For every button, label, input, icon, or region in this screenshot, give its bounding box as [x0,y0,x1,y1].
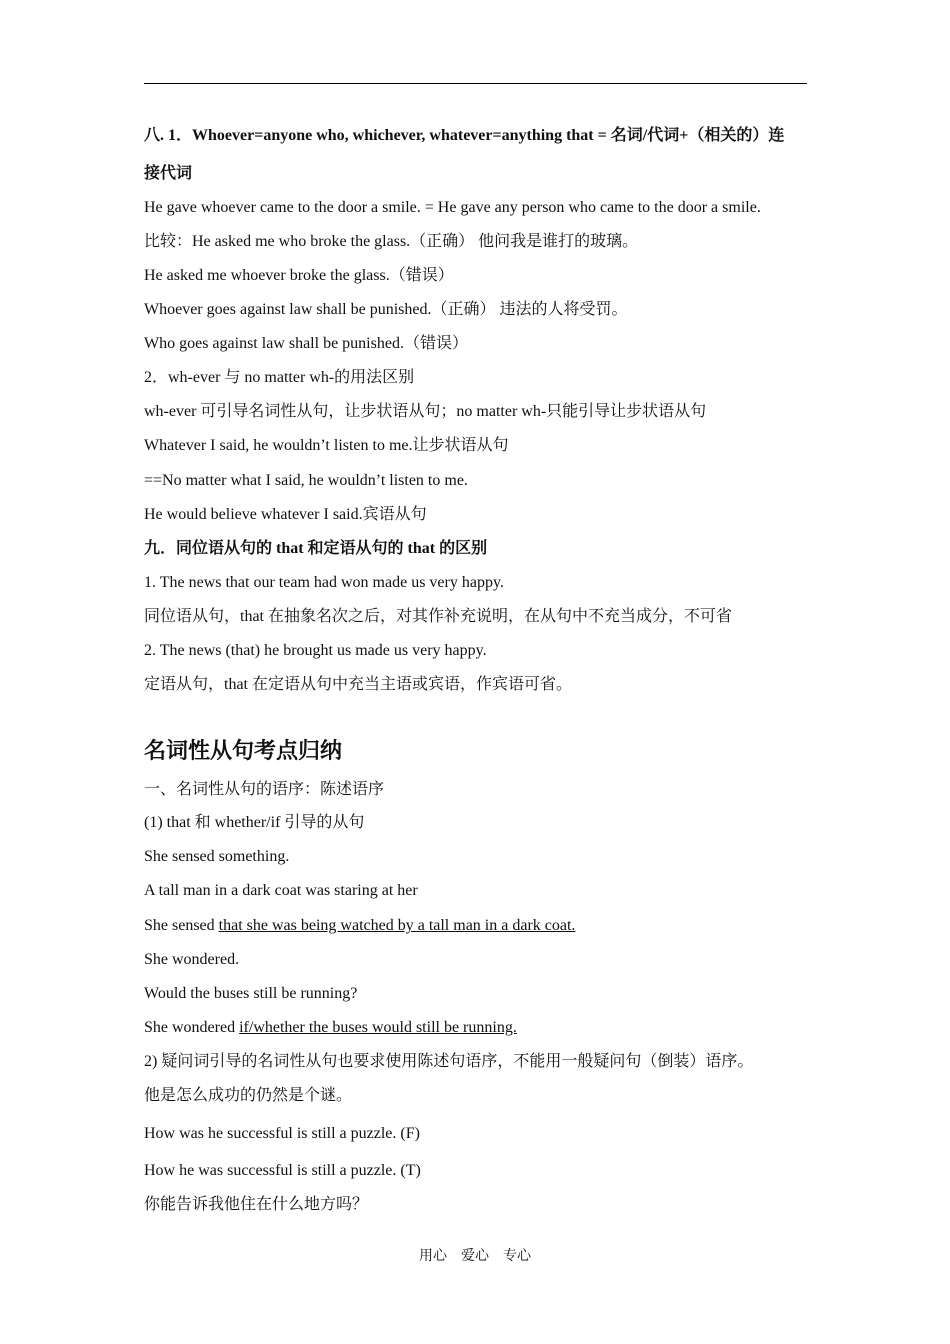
example-line: A tall man in a dark coat was staring at her [144,882,418,899]
note-line: 同位语从句，that 在抽象名次之后，对其作补充说明，在从句中不充当成分，不可省 [144,608,732,625]
subsection-title: 2) 疑问词引导的名词性从句也要求使用陈述句语序，不能用一般疑问句（倒装）语序。 [144,1053,754,1070]
example-line: How he was successful is still a puzzle. (T) [144,1162,421,1179]
section8-heading-line1: 八. 1．Whoever=anyone who, whichever, whatever=anything that = 名词/代词+（相关的）连 [144,127,785,144]
example-line: How was he successful is still a puzzle. (F) [144,1125,420,1142]
example-line: 2. The news (that) he brought us made us very happy. [144,642,487,659]
point-title: 一、名词性从句的语序：陈述语序 [144,781,385,798]
example-line: Who goes against law shall be punished.（错误） [144,335,468,352]
rule-text: wh-ever 可引导名词性从句，让步状语从句；no matter wh-只能引导让步状语从句 [144,403,707,420]
subsection-title: 2．wh-ever 与 no matter wh-的用法区别 [144,369,415,386]
section9-heading: 九．同位语从句的 that 和定语从句的 that 的区别 [144,540,488,557]
sentence-prefix: She wondered [144,1019,240,1036]
example-line: He would believe whatever I said.宾语从句 [144,506,427,523]
summary-title: 名词性从句考点归纳 [144,739,343,764]
note-line: 定语从句，that 在定语从句中充当主语或宾语，作宾语可省。 [144,676,572,693]
underlined-clause: that she was being watched by a tall man in a dark coat. [218,917,576,934]
sentence-prefix: She sensed [144,917,219,934]
example-line: 比较：He asked me who broke the glass.（正确） 他问我是谁打的玻璃。 [144,233,639,250]
example-line [144,916,575,936]
section8-heading-line2: 接代词 [144,165,193,182]
example-line: Would the buses still be running? [144,985,358,1002]
subsection-title: (1) that 和 whether/if 引导的从句 [144,814,365,831]
example-line: Whatever I said, he wouldn’t listen to me.让步状语从句 [144,437,509,454]
example-line: 1. The news that our team had won made us very happy. [144,574,504,591]
example-line [144,1018,517,1038]
example-line: She wondered. [144,951,240,968]
example-line: He gave whoever came to the door a smile. = He gave any person who came to the door a smile. [144,199,761,216]
page-footer: 用心 爱心 专心 [419,1249,531,1264]
example-line: 你能告诉我他住在什么地方吗？ [144,1196,369,1213]
example-line: He asked me whoever broke the glass.（错误） [144,267,454,284]
example-line: ==No matter what I said, he wouldn’t listen to me. [144,472,468,489]
underlined-clause: if/whether the buses would still be running. [239,1019,517,1036]
example-line: Whoever goes against law shall be punished.（正确） 违法的人将受罚。 [144,301,628,318]
example-line: 他是怎么成功的仍然是个谜。 [144,1087,353,1104]
header-rule [144,83,807,84]
example-line: She sensed something. [144,848,290,865]
